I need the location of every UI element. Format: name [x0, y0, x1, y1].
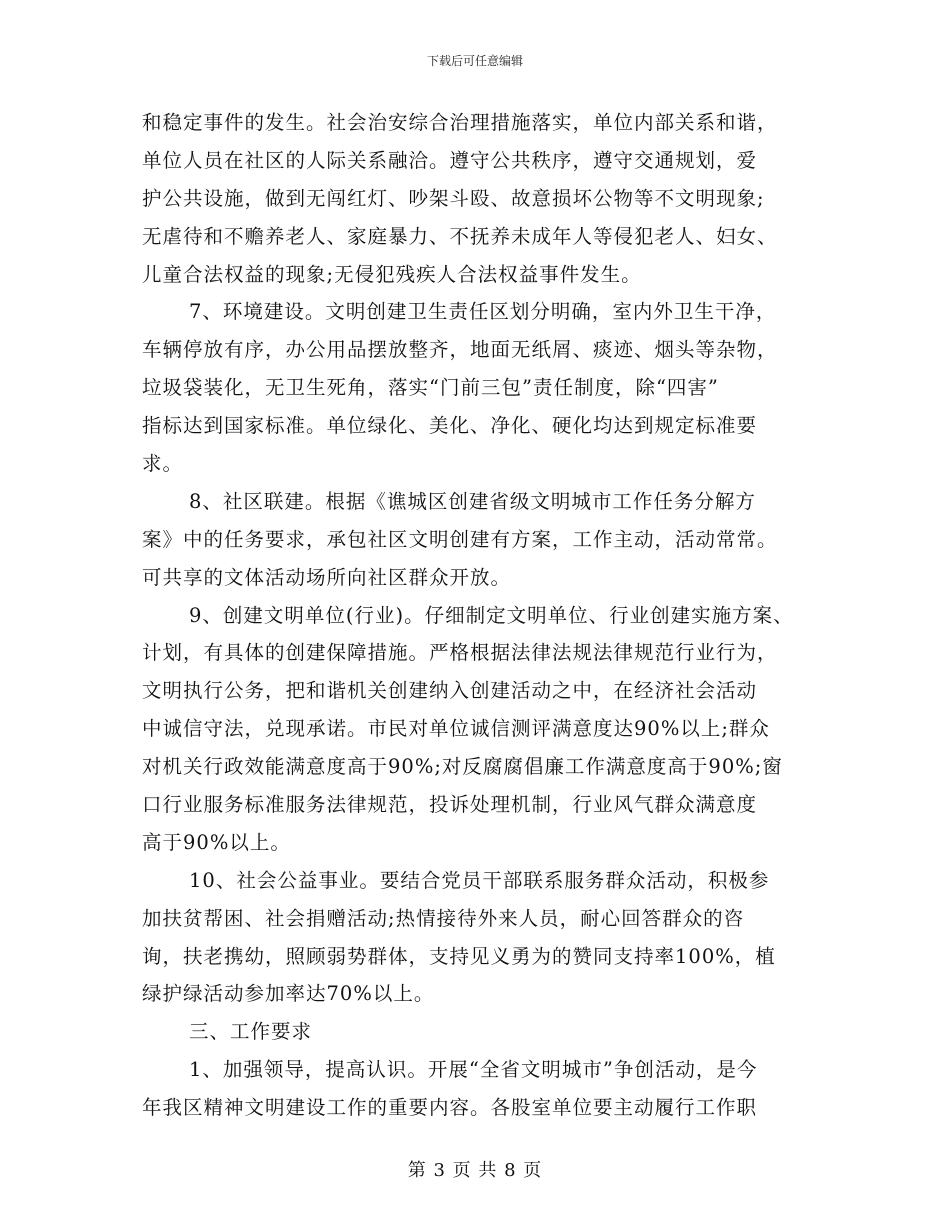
- text-line: 7、环境建设。文明创建卫生责任区划分明确，室内外卫生干净，: [189, 300, 777, 324]
- text-line: 单位人员在社区的人际关系融洽。遵守公共秩序，遵守交通规划，爱: [142, 148, 758, 172]
- text-line: 口行业服务标准服务法律规范，投诉处理机制，行业风气群众满意度: [142, 793, 758, 817]
- text-line: 9、创建文明单位(行业)。仔细制定文明单位、行业创建实施方案、: [189, 603, 794, 627]
- text-line: 中诚信守法，兑现承诺。市民对单位诚信测评满意度达90%以上;群众: [142, 717, 770, 741]
- text-line: 8、社区联建。根据《谯城区创建省级文明城市工作任务分解方: [189, 489, 756, 513]
- text-line: 高于90%以上。: [142, 830, 291, 854]
- text-line: 指标达到国家标准。单位绿化、美化、净化、硬化均达到规定标准要: [142, 414, 758, 438]
- text-line: 无虐待和不赡养老人、家庭暴力、不抚养未成年人等侵犯老人、妇女、: [142, 224, 778, 248]
- text-line: 绿护绿活动参加率达70%以上。: [142, 982, 435, 1006]
- text-line: 可共享的文体活动场所向社区群众开放。: [142, 565, 512, 589]
- text-line: 护公共设施，做到无闯红灯、吵架斗殴、故意损坏公物等不文明现象;: [142, 186, 765, 210]
- text-line: 儿童合法权益的现象;无侵犯残疾人合法权益事件发生。: [142, 262, 642, 286]
- text-line: 年我区精神文明建设工作的重要内容。各股室单位要主动履行工作职: [142, 1096, 758, 1120]
- text-line: 10、社会公益事业。要结合党员干部联系服务群众活动，积极参: [189, 868, 770, 892]
- text-line: 文明执行公务，把和谐机关创建纳入创建活动之中，在经济社会活动: [142, 679, 758, 703]
- text-line: 车辆停放有序，办公用品摆放整齐，地面无纸屑、痰迹、烟头等杂物，: [142, 338, 778, 362]
- text-line: 对机关行政效能满意度高于90%;对反腐腐倡廉工作满意度高于90%;窗: [142, 755, 783, 779]
- text-line: 案》中的任务要求，承包社区文明创建有方案，工作主动，活动常常。: [142, 527, 778, 551]
- text-line: 计划，有具体的创建保障措施。严格根据法律法规法律规范行业行为，: [142, 641, 778, 665]
- text-line: 和稳定事件的发生。社会治安综合治理措施落实，单位内部关系和谐，: [142, 111, 778, 134]
- text-line: 询，扶老携幼，照顾弱势群体，支持见义勇为的赞同支持率100%，植: [142, 944, 776, 968]
- document-body: [142, 104, 812, 1127]
- page-header: 下载后可任意编辑: [426, 54, 523, 68]
- text-line: 1、加强领导，提高认识。开展“全省文明城市”争创活动，是今: [189, 1058, 758, 1082]
- page-footer: 第 3 页 共 8 页: [407, 1160, 543, 1181]
- text-line: 加扶贫帮困、社会捐赠活动;热情接待外来人员，耐心回答群众的咨: [142, 906, 745, 930]
- text-line: 求。: [142, 452, 184, 476]
- text-line: 三、工作要求: [189, 1020, 313, 1044]
- text-line: 垃圾袋装化，无卫生死角，落实“门前三包”责任制度，除“四害”: [142, 376, 719, 400]
